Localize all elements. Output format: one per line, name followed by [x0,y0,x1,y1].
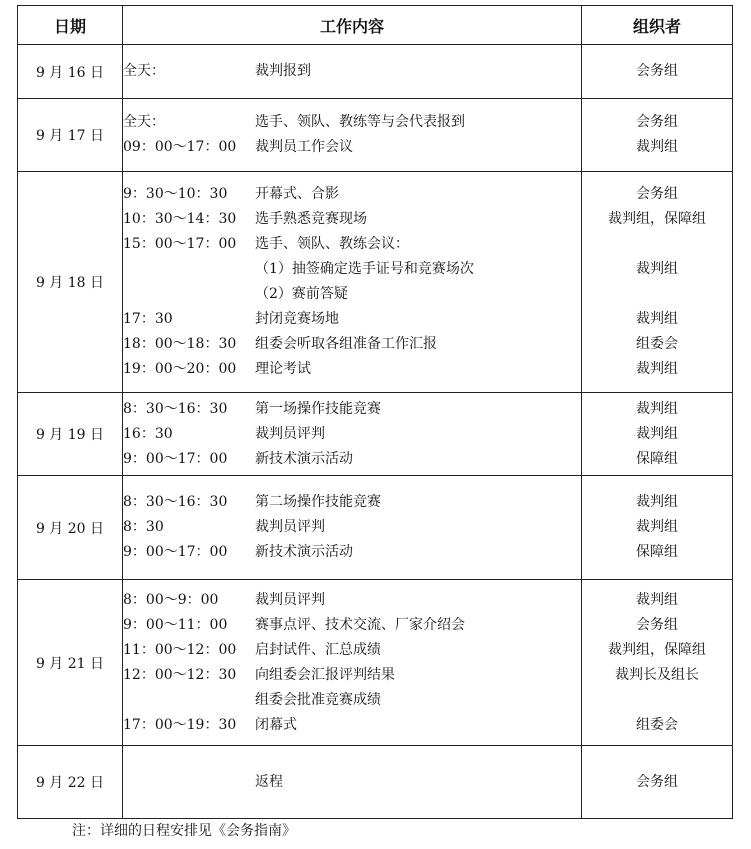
activity-text: 返程 [255,773,283,790]
time-text: 10：30～14：30 [123,211,237,227]
organizer-text: 会务组 [636,616,678,633]
table-row [18,746,733,819]
organizer-text: 会务组 [636,114,678,130]
time-text: 16：30 [123,425,173,442]
table-row [18,45,733,99]
date-cell: 9 月 17 日 [18,99,123,172]
schedule-line [123,638,581,663]
organizer-text: 裁判组 [636,400,678,417]
organizer-cell [582,393,733,476]
time-text [123,282,255,307]
content-cell [123,580,582,746]
activity-text: 开幕式、合影 [255,186,339,202]
time-text: 15：00～17：00 [123,236,237,252]
content-cell [123,99,582,172]
schedule-line [123,770,581,795]
activity-text: 向组委会汇报评判结果 [255,666,395,683]
organizer-cell [582,99,733,172]
table-row [18,476,733,580]
time-text: 8：00～9：00 [123,591,219,608]
table-row [18,393,733,476]
time-text: 9：00～17：00 [123,450,228,467]
schedule-line [123,688,581,713]
activity-text: 理论考试 [255,361,311,377]
time-text: 全天： [123,114,165,130]
time-text: 12：00～12：30 [123,666,237,683]
schedule-line [123,207,581,232]
organizer-cell [582,45,733,99]
organizer-text: 裁判组 [636,361,678,377]
date-cell: 9 月 20 日 [18,476,123,580]
time-text: 9：00～17：00 [123,544,228,560]
date-cell: 9 月 19 日 [18,393,123,476]
organizer-text: 裁判组 [636,261,678,277]
organizer-text: 组委会 [636,336,678,352]
schedule-line [123,135,581,160]
organizer-text: 裁判组 [636,519,678,535]
time-text: 8：30～16：30 [123,400,228,417]
activity-text: 裁判员评判 [255,519,325,535]
time-text: 19：00～20：00 [123,361,237,377]
organizer-cell [582,580,733,746]
organizer-cell [582,746,733,819]
organizer-text: 保障组 [636,450,678,467]
schedule-line [123,588,581,613]
organizer-text: 裁判组 [636,494,678,510]
schedule-line [123,663,581,688]
organizer-text: 会务组 [636,773,678,790]
organizer-text [582,688,732,713]
organizer-cell [582,476,733,580]
content-cell [123,476,582,580]
time-text: 9：00～11：00 [123,616,228,633]
organizer-text [582,232,732,257]
organizer-text: 会务组 [636,186,678,202]
activity-text: 裁判员评判 [255,425,325,442]
time-text: 8：30 [123,519,164,535]
activity-text: 选手熟悉竞赛现场 [255,211,367,227]
schedule-line [123,713,581,738]
schedule-line [123,422,581,447]
header-row [18,6,733,45]
schedule-line [123,110,581,135]
activity-text: 裁判员工作会议 [255,139,353,155]
schedule-line [123,515,581,540]
table-row [18,99,733,172]
organizer-text: 裁判组 [636,591,678,608]
header-organizer: 组织者 [582,6,733,45]
content-cell [123,45,582,99]
activity-text: （1）抽签确定选手证号和竞赛场次 [255,261,474,277]
table-row [18,172,733,393]
time-text: 8：30～16：30 [123,494,228,510]
activity-text: 闭幕式 [255,716,297,733]
schedule-table [17,5,733,819]
schedule-line [123,332,581,357]
activity-text: 赛事点评、技术交流、厂家介绍会 [255,616,465,633]
activity-text: 组委会听取各组准备工作汇报 [255,336,437,352]
header-content: 工作内容 [123,6,582,45]
activity-text: 选手、领队、教练会议： [255,236,409,252]
schedule-line [123,182,581,207]
activity-text: （2）赛前答疑 [255,286,348,302]
organizer-text [582,282,732,307]
time-text: 17：00～19：30 [123,716,237,733]
organizer-text: 裁判组 [636,425,678,442]
schedule-line [123,59,581,84]
schedule-line [123,490,581,515]
time-text: 11：00～12：00 [123,641,237,658]
schedule-line [123,232,581,257]
time-text [123,257,255,282]
content-cell [123,172,582,393]
schedule-line [123,447,581,472]
date-cell: 9 月 22 日 [18,746,123,819]
time-text: 17：30 [123,311,173,327]
organizer-text: 裁判组，保障组 [608,641,706,658]
schedule-line [123,540,581,565]
organizer-text: 裁判长及组长 [615,666,699,683]
organizer-text: 裁判组 [636,311,678,327]
organizer-text: 组委会 [636,716,678,733]
time-text: 09：00～17：00 [123,139,237,155]
activity-text: 封闭竞赛场地 [255,311,339,327]
activity-text: 组委会批准竞赛成绩 [255,691,381,708]
schedule-line [123,613,581,638]
time-text: 9：30～10：30 [123,186,228,202]
date-cell: 9 月 16 日 [18,45,123,99]
activity-text: 新技术演示活动 [255,450,353,467]
date-cell: 9 月 18 日 [18,172,123,393]
organizer-cell [582,172,733,393]
activity-text: 启封试件、汇总成绩 [255,641,381,658]
time-text: 全天： [123,63,165,79]
organizer-text: 会务组 [636,63,678,79]
content-cell [123,393,582,476]
schedule-line [123,357,581,382]
footnote: 注：详细的日程安排见《会务指南》 [72,823,296,839]
activity-text: 新技术演示活动 [255,544,353,560]
activity-text: 裁判员评判 [255,591,325,608]
activity-text: 裁判报到 [255,63,311,79]
activity-text: 第二场操作技能竞赛 [255,494,381,510]
activity-text: 选手、领队、教练等与会代表报到 [255,114,465,130]
schedule-line [123,307,581,332]
content-cell [123,746,582,819]
time-text [123,770,255,795]
time-text [123,688,255,713]
organizer-text: 裁判组 [636,139,678,155]
time-text: 18：00～18：30 [123,336,237,352]
schedule-line [123,257,581,282]
table-row [18,580,733,746]
schedule-line [123,397,581,422]
organizer-text: 保障组 [636,544,678,560]
organizer-text: 裁判组，保障组 [608,211,706,227]
header-date: 日期 [18,6,123,45]
activity-text: 第一场操作技能竞赛 [255,400,381,417]
date-cell: 9 月 21 日 [18,580,123,746]
schedule-line [123,282,581,307]
